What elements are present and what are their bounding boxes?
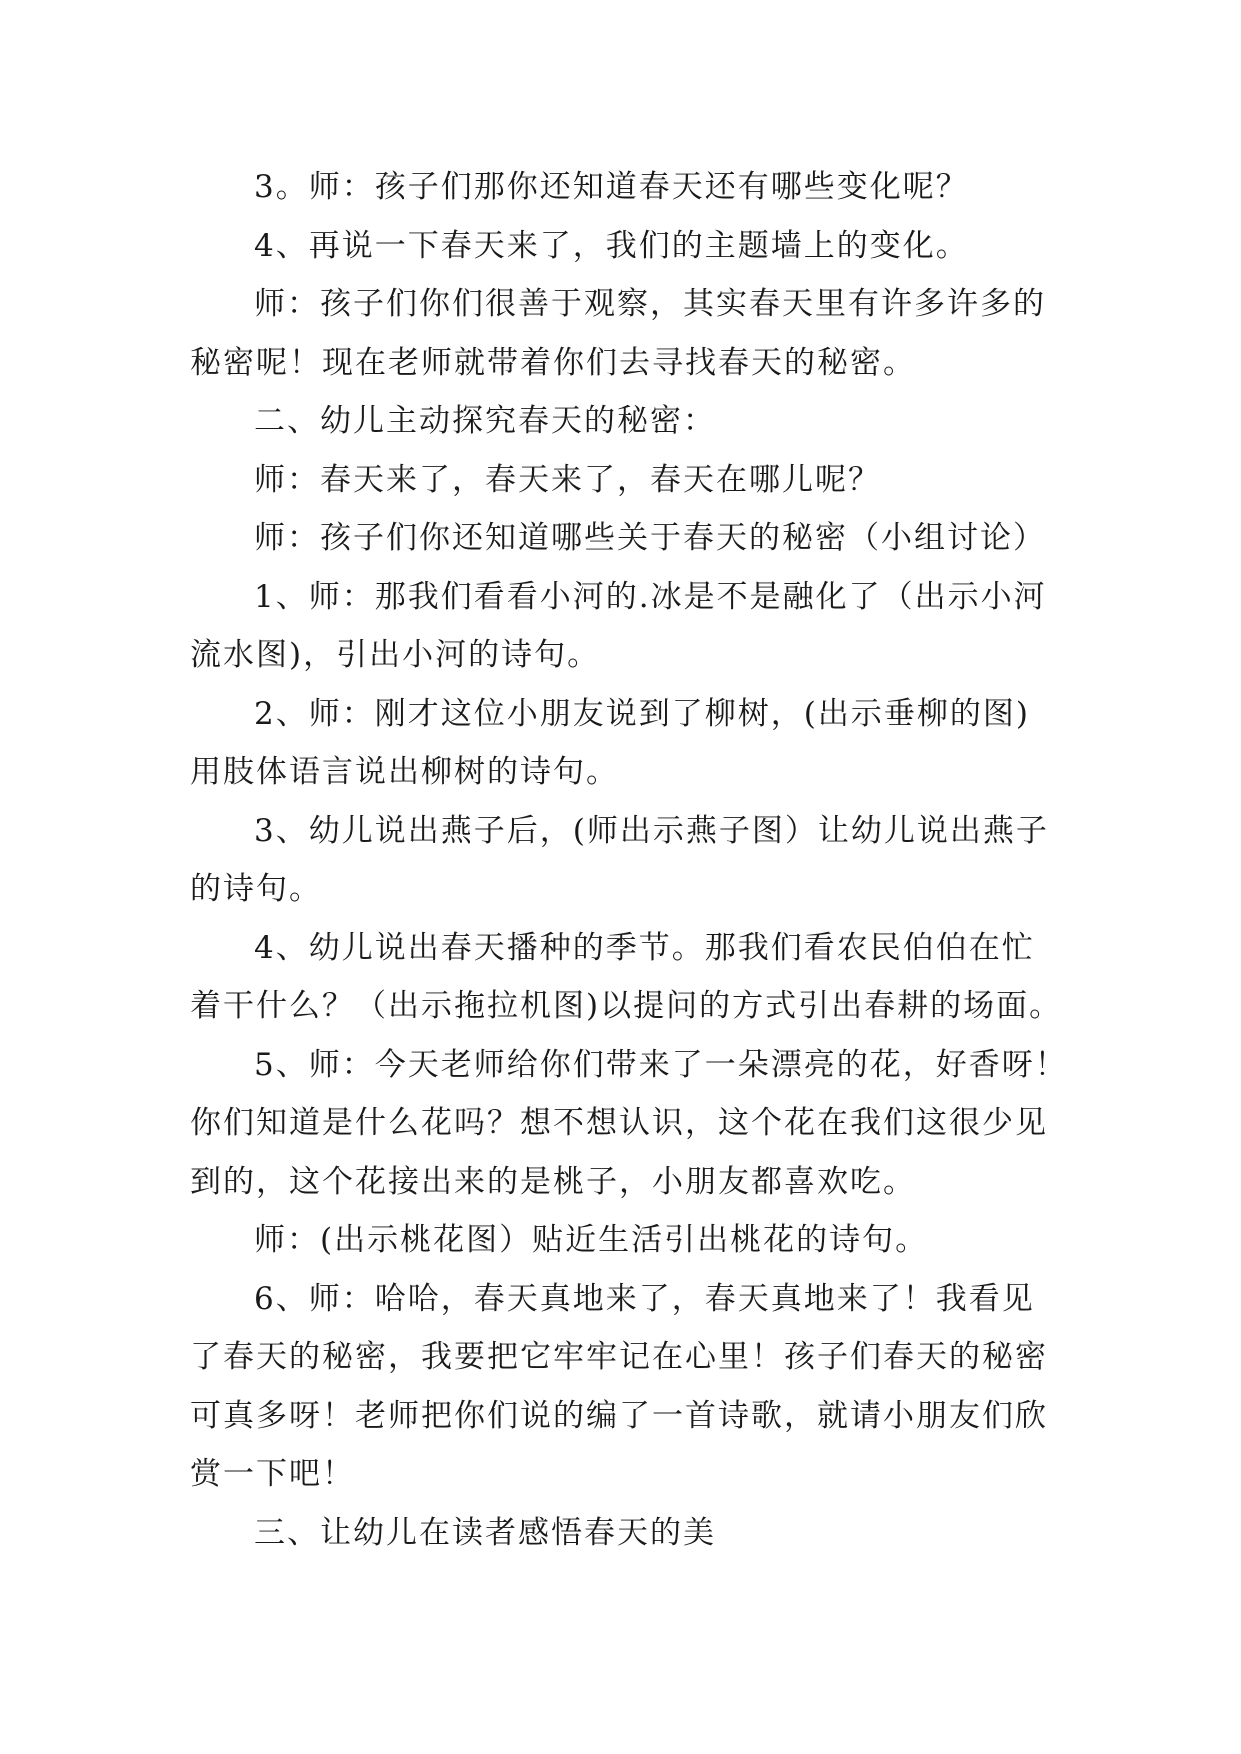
paragraph-line: 着干什么？（出示拖拉机图)以提问的方式引出春耕的场面。 xyxy=(190,988,1063,1024)
section-heading: 三、让幼儿在读者感悟春天的美 xyxy=(254,1514,716,1551)
paragraph-line: 6、师：哈哈，春天真地来了，春天真地来了！我看见 xyxy=(254,1280,1035,1317)
paragraph-line: 3、幼儿说出燕子后，(师出示燕子图）让幼儿说出燕子 xyxy=(254,812,1049,849)
paragraph-line: 师：春天来了，春天来了，春天在哪儿呢？ xyxy=(254,461,881,498)
paragraph-line: 秘密呢！现在老师就带着你们去寻找春天的秘密。 xyxy=(190,344,916,381)
paragraph-line: 到的，这个花接出来的是桃子，小朋友都喜欢吃。 xyxy=(190,1163,916,1200)
paragraph-line: 用肢体语言说出柳树的诗句。 xyxy=(190,754,619,790)
paragraph-line: 4、再说一下春天来了，我们的主题墙上的变化。 xyxy=(254,227,969,264)
paragraph-line: 5、师：今天老师给你们带来了一朵漂亮的花，好香呀！ xyxy=(254,1046,1068,1083)
section-heading: 二、幼儿主动探究春天的秘密： xyxy=(254,403,716,439)
paragraph-line: 的诗句。 xyxy=(190,871,322,907)
document-body xyxy=(190,158,1068,1562)
paragraph-line: 你们知道是什么花吗？想不想认识，这个花在我们这很少见 xyxy=(190,1105,1048,1141)
paragraph-line: 3。师：孩子们那你还知道春天还有哪些变化呢？ xyxy=(254,169,969,205)
paragraph-line: 2、师：刚才这位小朋友说到了柳树，(出示垂柳的图) xyxy=(254,695,1030,732)
paragraph-line: 赏一下吧！ xyxy=(190,1456,355,1492)
paragraph-line: 可真多呀！老师把你们说的编了一首诗歌，就请小朋友们欣 xyxy=(190,1397,1048,1434)
paragraph-line: 4、幼儿说出春天播种的季节。那我们看农民伯伯在忙 xyxy=(254,929,1035,966)
paragraph-line: 1、师：那我们看看小河的.冰是不是融化了（出示小河 xyxy=(254,578,1047,615)
paragraph-line: 师：孩子们你们很善于观察，其实春天里有许多许多的 xyxy=(254,286,1046,322)
paragraph-line: 流水图)，引出小河的诗句。 xyxy=(190,637,601,673)
paragraph-line: 了春天的秘密，我要把它牢牢记在心里！孩子们春天的秘密 xyxy=(190,1339,1048,1375)
paragraph-line: 师：(出示桃花图）贴近生活引出桃花的诗句。 xyxy=(254,1222,929,1258)
paragraph-line: 师：孩子们你还知道哪些关于春天的秘密（小组讨论） xyxy=(254,520,1046,556)
